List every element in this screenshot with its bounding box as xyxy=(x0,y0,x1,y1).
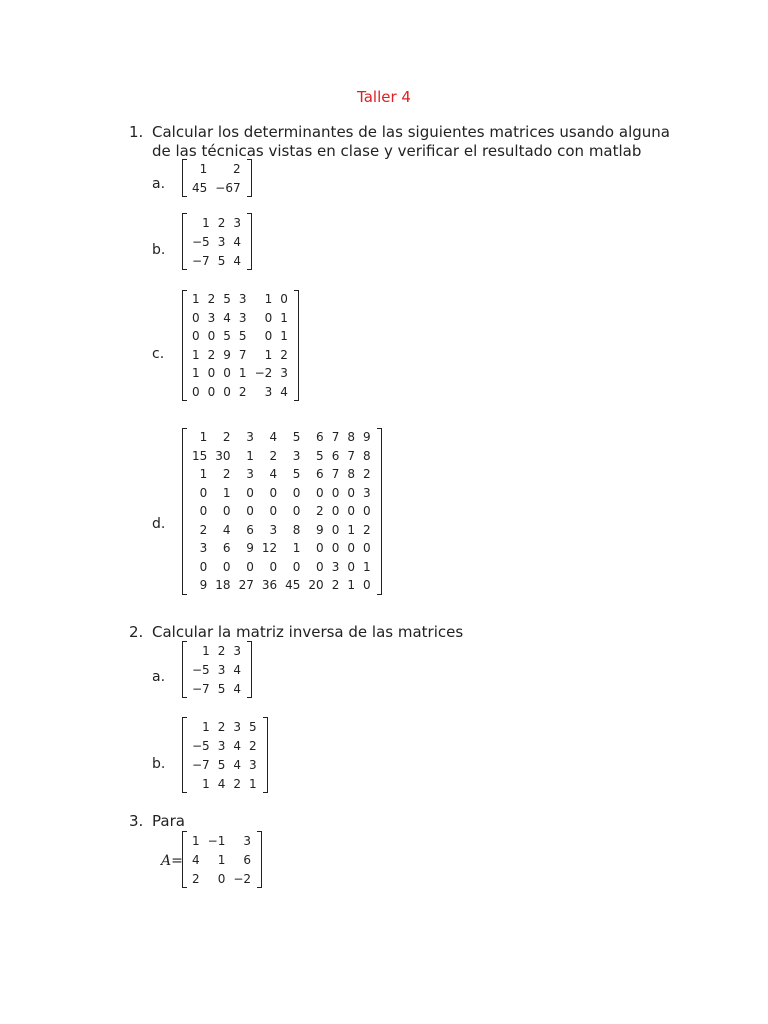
matrix-cell: 0 xyxy=(246,504,254,519)
matrix-row xyxy=(188,428,375,447)
matrix-cell: 8 xyxy=(347,430,355,445)
matrix-cell: 9 xyxy=(199,578,208,593)
matrix-cell: 0 xyxy=(347,541,355,556)
q1-matrix-c xyxy=(182,290,299,401)
matrix-cell: 6 xyxy=(331,448,340,463)
question-1-number: 1. xyxy=(129,123,144,141)
matrix-cell: 1 xyxy=(248,776,257,791)
matrix-cell: 1 xyxy=(238,366,247,381)
matrix-cell: 4 xyxy=(269,430,278,445)
matrix-cell: 0 xyxy=(347,504,355,519)
matrix-cell: 0 xyxy=(264,329,273,344)
matrix-cell: 6 xyxy=(316,467,324,482)
matrix-cell: 0 xyxy=(269,504,278,519)
question-3-text: Para xyxy=(152,812,185,830)
matrix-cell: 0 xyxy=(199,504,208,519)
matrix-cell: −7 xyxy=(192,253,210,268)
matrix-cell: 3 xyxy=(238,310,247,325)
matrix-cell: 1 xyxy=(246,448,254,463)
q1-item-c-label: c. xyxy=(152,346,165,362)
matrix-cell: 2 xyxy=(222,467,231,482)
matrix-cell: −2 xyxy=(233,871,252,886)
matrix-cell: 0 xyxy=(246,485,254,500)
matrix-cell: 4 xyxy=(233,234,241,249)
q1-item-d-label: d. xyxy=(152,516,166,532)
matrix-grid xyxy=(188,831,255,888)
matrix-cell: 8 xyxy=(347,467,355,482)
matrix-cell: 9 xyxy=(316,522,324,537)
matrix-cell: 1 xyxy=(217,852,226,867)
matrix-cell: 1 xyxy=(280,310,288,325)
matrix-cell: 5 xyxy=(248,719,257,734)
matrix-cell: 0 xyxy=(362,504,371,519)
matrix-cell: 7 xyxy=(331,430,340,445)
matrix-row xyxy=(188,159,245,178)
q1-matrix-a xyxy=(182,159,252,197)
matrix-cell: 3 xyxy=(280,366,288,381)
matrix-cell: 2 xyxy=(362,522,371,537)
matrix-grid xyxy=(188,159,245,197)
matrix-row xyxy=(188,539,375,558)
matrix-cell: 0 xyxy=(217,871,226,886)
matrix-cell: 4 xyxy=(280,384,288,399)
matrix-cell: 2 xyxy=(269,448,278,463)
matrix-cell: 1 xyxy=(202,776,210,791)
matrix-cell: 3 xyxy=(292,448,301,463)
matrix-cell: 45 xyxy=(192,180,208,195)
matrix-cell: 2 xyxy=(238,384,247,399)
matrix-row xyxy=(188,364,292,383)
matrix-row xyxy=(188,465,375,484)
matrix-cell: 3 xyxy=(217,738,226,753)
matrix-cell: 5 xyxy=(217,253,226,268)
matrix-cell: 4 xyxy=(233,738,241,753)
matrix-cell: 0 xyxy=(264,310,273,325)
matrix-cell: 0 xyxy=(362,541,371,556)
matrix-cell: 0 xyxy=(207,366,216,381)
matrix-row xyxy=(188,502,375,521)
matrix-cell: 5 xyxy=(217,757,226,772)
q2-matrix-b xyxy=(182,717,268,793)
matrix-cell: 1 xyxy=(199,430,208,445)
matrix-cell: 2 xyxy=(222,430,231,445)
matrix-row xyxy=(188,383,292,402)
matrix-cell: 3 xyxy=(269,522,278,537)
matrix-row xyxy=(188,576,375,595)
matrix-row xyxy=(188,484,375,503)
matrix-cell: 3 xyxy=(362,485,371,500)
matrix-cell: 3 xyxy=(238,292,247,307)
matrix-cell: −2 xyxy=(254,366,273,381)
matrix-cell: 0 xyxy=(331,504,340,519)
matrix-cell: 0 xyxy=(199,559,208,574)
matrix-cell: 1 xyxy=(264,292,273,307)
matrix-row xyxy=(188,213,245,232)
matrix-cell: 3 xyxy=(243,833,252,848)
matrix-cell: 5 xyxy=(217,681,226,696)
matrix-cell: 0 xyxy=(222,559,231,574)
matrix-grid xyxy=(188,213,245,270)
matrix-cell: −5 xyxy=(192,662,210,677)
matrix-grid xyxy=(188,717,261,793)
matrix-cell: 0 xyxy=(199,485,208,500)
matrix-cell: 4 xyxy=(233,253,241,268)
matrix-row xyxy=(188,521,375,540)
matrix-cell: 3 xyxy=(331,559,340,574)
matrix-cell: 4 xyxy=(222,522,231,537)
matrix-cell: 4 xyxy=(192,852,200,867)
matrix-row xyxy=(188,850,255,869)
matrix-cell: 3 xyxy=(248,757,257,772)
matrix-cell: 1 xyxy=(192,347,200,362)
matrix-cell: 1 xyxy=(347,522,355,537)
matrix-row xyxy=(188,717,261,736)
matrix-cell: 3 xyxy=(264,384,273,399)
matrix-cell: 6 xyxy=(316,430,324,445)
matrix-row xyxy=(188,831,255,850)
matrix-cell: 2 xyxy=(199,522,208,537)
matrix-cell: 3 xyxy=(233,215,241,230)
matrix-cell: −1 xyxy=(207,833,226,848)
matrix-grid xyxy=(188,641,245,698)
matrix-cell: 3 xyxy=(217,234,226,249)
matrix-cell: 0 xyxy=(280,292,288,307)
matrix-row xyxy=(188,774,261,793)
matrix-cell: 0 xyxy=(316,541,324,556)
matrix-cell: 5 xyxy=(316,448,324,463)
matrix-cell: 2 xyxy=(316,504,324,519)
matrix-cell: 4 xyxy=(233,662,241,677)
matrix-cell: 2 xyxy=(248,738,257,753)
equals-sign: = xyxy=(171,853,183,869)
matrix-cell: 0 xyxy=(192,384,200,399)
matrix-cell: 1 xyxy=(199,467,208,482)
matrix-cell: 0 xyxy=(223,384,231,399)
matrix-row xyxy=(188,869,255,888)
matrix-cell: −7 xyxy=(192,681,210,696)
question-3-number: 3. xyxy=(129,812,144,830)
matrix-cell: 1 xyxy=(264,347,273,362)
matrix-cell: 1 xyxy=(202,719,210,734)
matrix-cell: 3 xyxy=(233,719,241,734)
matrix-cell: 5 xyxy=(292,467,301,482)
q1-item-a-label: a. xyxy=(152,176,166,192)
matrix-cell: −5 xyxy=(192,234,210,249)
matrix-cell: 7 xyxy=(238,347,247,362)
matrix-cell: 36 xyxy=(261,578,278,593)
matrix-cell: 0 xyxy=(192,310,200,325)
matrix-cell: 15 xyxy=(192,448,208,463)
matrix-cell: 2 xyxy=(217,215,226,230)
matrix-cell: 2 xyxy=(207,347,216,362)
matrix-cell: 0 xyxy=(223,366,231,381)
q2-item-a-label: a. xyxy=(152,669,166,685)
matrix-cell: 4 xyxy=(233,681,241,696)
q3-matrix-a xyxy=(182,831,262,888)
matrix-cell: 0 xyxy=(331,522,340,537)
matrix-cell: 27 xyxy=(238,578,254,593)
matrix-cell: 3 xyxy=(217,662,226,677)
matrix-cell: 2 xyxy=(280,347,288,362)
matrix-row xyxy=(188,251,245,270)
matrix-cell: 12 xyxy=(261,541,278,556)
matrix-cell: 1 xyxy=(347,578,355,593)
matrix-cell: 6 xyxy=(243,852,252,867)
question-2-text: Calcular la matriz inversa de las matrices xyxy=(152,623,464,641)
matrix-cell: −5 xyxy=(192,738,210,753)
matrix-row xyxy=(188,178,245,197)
matrix-cell: 3 xyxy=(246,467,254,482)
page-title: Taller 4 xyxy=(357,88,411,106)
matrix-cell: 2 xyxy=(192,871,200,886)
matrix-cell: 2 xyxy=(207,292,216,307)
matrix-cell: 0 xyxy=(269,559,278,574)
matrix-cell: 3 xyxy=(207,310,216,325)
matrix-cell: 0 xyxy=(222,504,231,519)
matrix-cell: 0 xyxy=(331,541,340,556)
matrix-cell: 1 xyxy=(222,485,231,500)
matrix-cell: 2 xyxy=(217,719,226,734)
matrix-row xyxy=(188,232,245,251)
matrix-cell: 1 xyxy=(202,215,210,230)
matrix-cell: 0 xyxy=(269,485,278,500)
matrix-cell: 0 xyxy=(192,329,200,344)
matrix-cell: 9 xyxy=(223,347,231,362)
matrix-cell: 7 xyxy=(331,467,340,482)
matrix-cell: 6 xyxy=(246,522,254,537)
matrix-cell: 9 xyxy=(246,541,254,556)
matrix-cell: 3 xyxy=(246,430,254,445)
matrix-row xyxy=(188,447,375,466)
matrix-cell: 0 xyxy=(246,559,254,574)
matrix-cell: 1 xyxy=(202,643,210,658)
matrix-cell: 0 xyxy=(362,578,371,593)
matrix-grid xyxy=(188,290,292,401)
matrix-cell: 0 xyxy=(347,559,355,574)
matrix-a-equation xyxy=(161,850,183,869)
matrix-row xyxy=(188,327,292,346)
matrix-cell: 5 xyxy=(223,329,231,344)
matrix-variable-a: A xyxy=(161,853,172,869)
q1-matrix-b xyxy=(182,213,252,270)
matrix-cell: 0 xyxy=(316,559,324,574)
matrix-cell: 1 xyxy=(192,833,200,848)
matrix-cell: −7 xyxy=(192,757,210,772)
matrix-cell: 0 xyxy=(207,329,216,344)
matrix-cell: 4 xyxy=(269,467,278,482)
matrix-cell: 2 xyxy=(362,467,371,482)
matrix-row xyxy=(188,309,292,328)
matrix-cell: 1 xyxy=(280,329,288,344)
matrix-row xyxy=(188,346,292,365)
matrix-cell: 8 xyxy=(362,448,371,463)
matrix-cell: 4 xyxy=(233,757,241,772)
matrix-row xyxy=(188,558,375,577)
matrix-cell: 2 xyxy=(217,643,226,658)
matrix-cell: 45 xyxy=(285,578,301,593)
matrix-cell: 30 xyxy=(215,448,231,463)
question-1-text: Calcular los determinantes de las siguientes matrices usando alguna de las técnicas vistas en clase y verificar el resultado con matlab xyxy=(152,123,670,160)
matrix-cell: 0 xyxy=(316,485,324,500)
matrix-row xyxy=(188,290,292,309)
matrix-cell: 5 xyxy=(238,329,247,344)
q2-item-b-label: b. xyxy=(152,756,166,772)
matrix-row xyxy=(188,679,245,698)
matrix-cell: 2 xyxy=(331,578,340,593)
matrix-cell: 0 xyxy=(331,485,340,500)
question-2-number: 2. xyxy=(129,623,144,641)
q1-matrix-d xyxy=(182,428,382,595)
matrix-cell: 5 xyxy=(292,430,301,445)
matrix-cell: 4 xyxy=(223,310,231,325)
matrix-cell: 8 xyxy=(292,522,301,537)
matrix-cell: 18 xyxy=(215,578,231,593)
matrix-row xyxy=(188,736,261,755)
matrix-cell: 5 xyxy=(223,292,231,307)
matrix-cell: 0 xyxy=(292,504,301,519)
matrix-cell: 0 xyxy=(292,559,301,574)
matrix-cell: 4 xyxy=(217,776,226,791)
matrix-row xyxy=(188,755,261,774)
matrix-cell: 1 xyxy=(192,366,200,381)
matrix-cell: 7 xyxy=(347,448,355,463)
q2-matrix-a xyxy=(182,641,252,698)
matrix-cell: 1 xyxy=(292,541,301,556)
matrix-row xyxy=(188,660,245,679)
matrix-cell: 2 xyxy=(233,776,241,791)
matrix-cell: 20 xyxy=(308,578,324,593)
matrix-cell: 9 xyxy=(362,430,371,445)
matrix-cell: 6 xyxy=(222,541,231,556)
matrix-cell: 3 xyxy=(233,643,241,658)
matrix-cell: −67 xyxy=(215,180,241,195)
matrix-grid xyxy=(188,428,375,595)
matrix-cell: 3 xyxy=(199,541,208,556)
matrix-cell: 1 xyxy=(199,161,208,176)
matrix-row xyxy=(188,641,245,660)
matrix-cell: 2 xyxy=(232,161,241,176)
matrix-cell: 1 xyxy=(362,559,371,574)
q1-item-b-label: b. xyxy=(152,242,166,258)
matrix-cell: 1 xyxy=(192,292,200,307)
matrix-cell: 0 xyxy=(207,384,216,399)
matrix-cell: 0 xyxy=(347,485,355,500)
matrix-cell: 0 xyxy=(292,485,301,500)
